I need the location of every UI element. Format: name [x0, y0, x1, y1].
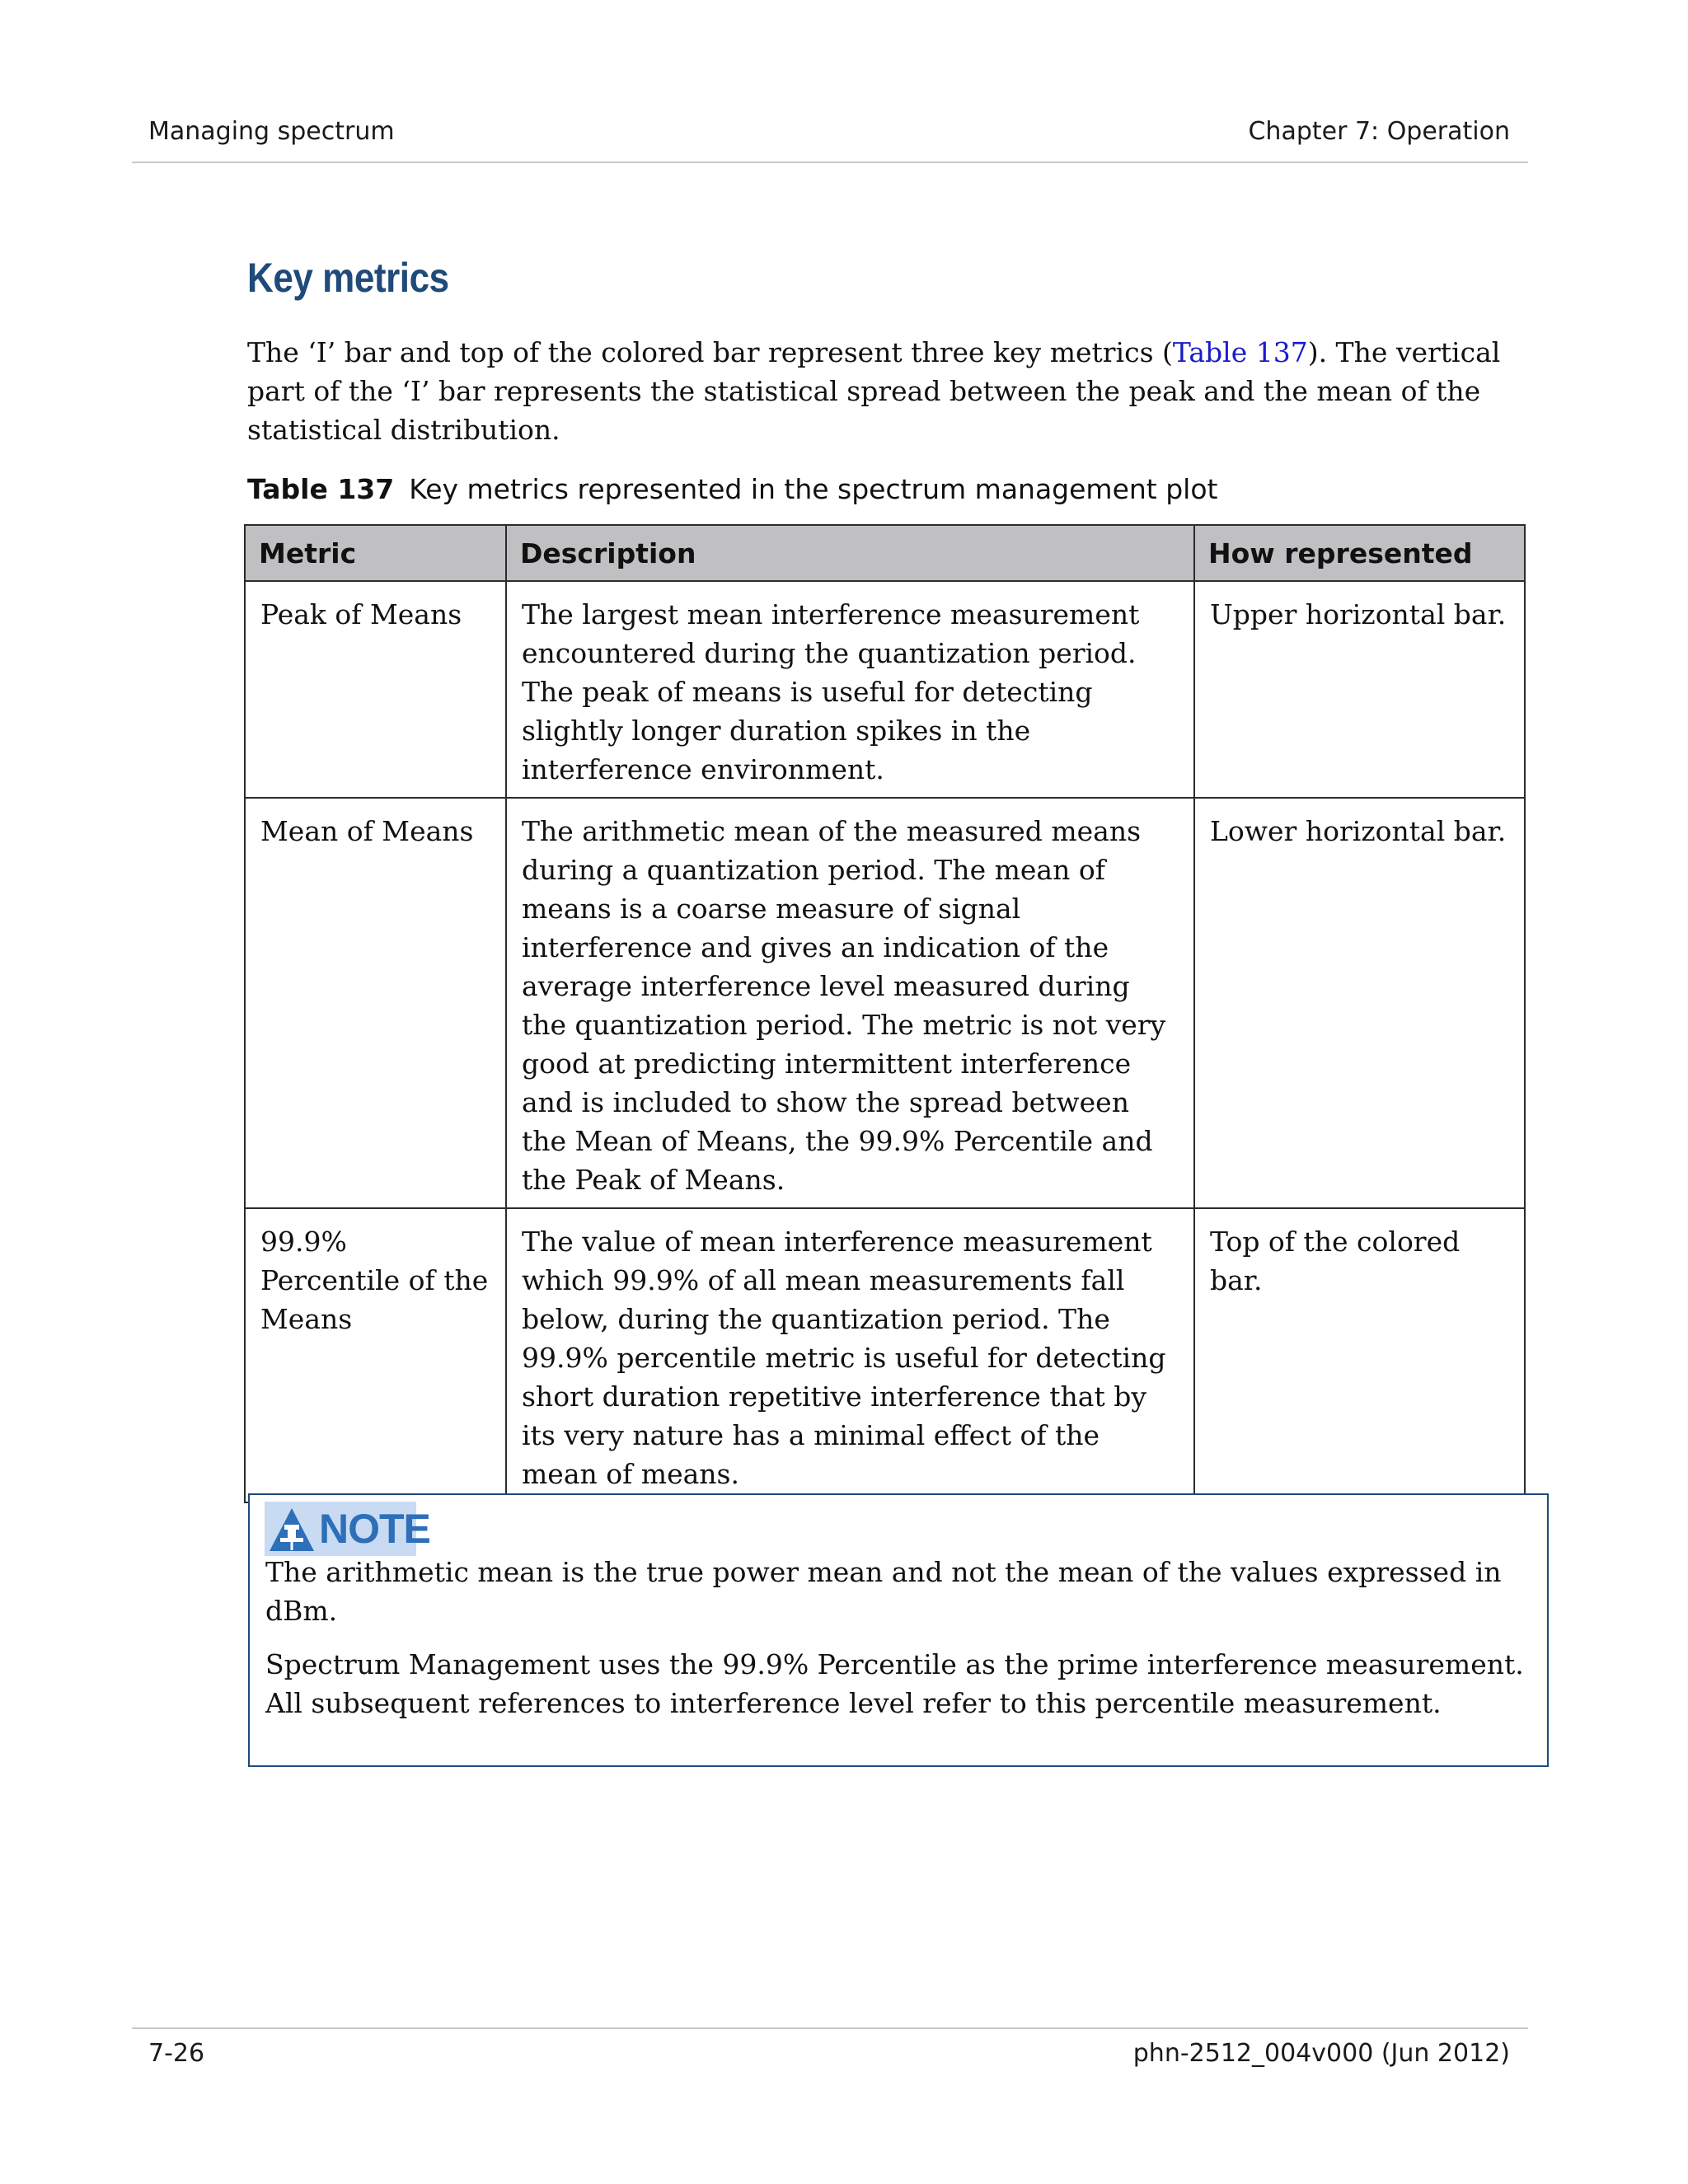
table-caption-text: Key metrics represented in the spectrum management plot [409, 473, 1218, 505]
how-represented-cell: Lower horizontal bar. [1194, 798, 1525, 1208]
column-header-how-represented: How represented [1194, 525, 1525, 581]
running-header-chapter: Chapter 7: Operation [1248, 117, 1510, 146]
key-metrics-table [244, 524, 1526, 1503]
metric-cell: Peak of Means [245, 581, 506, 798]
metric-cell: Mean of Means [245, 798, 506, 1208]
column-header-metric: Metric [245, 525, 506, 581]
note-label: NOTE [319, 1506, 430, 1552]
table-row [245, 581, 1525, 798]
table-caption [247, 473, 1217, 505]
footer-divider [132, 2027, 1528, 2029]
note-paragraph: The arithmetic mean is the true power mean and not the mean of the values expressed in dBm. [265, 1556, 1502, 1627]
table-137-link[interactable]: Table 137 [1172, 336, 1308, 368]
description-cell: The arithmetic mean of the measured means during a quantization period. The mean of means is a coarse measure of signal interference and gives an indication of the average interference level measured during the quantization period. The metric is not very good at predicting intermittent interference and is included to show the spread between the Mean of Means, the 99.9% Percentile and the Peak of Means. [506, 798, 1194, 1208]
intro-paragraph [247, 333, 1541, 449]
table-caption-number: Table 137 [247, 473, 395, 505]
description-cell: The largest mean interference measurement encountered during the quantization period. The peak of means is useful for detecting slightly longer duration spikes in the interference environment. [506, 581, 1194, 798]
description-cell: The value of mean interference measurement which 99.9% of all mean measurements fall below, during the quantization period. The 99.9% percentile metric is useful for detecting short duration repetitive interference that by its very nature has a minimal effect of the mean of means. [506, 1208, 1194, 1502]
how-represented-cell: Upper horizontal bar. [1194, 581, 1525, 798]
table-header-row [245, 525, 1525, 581]
running-header-section: Managing spectrum [148, 117, 395, 146]
header-divider [132, 162, 1528, 163]
page-number: 7-26 [148, 2039, 205, 2068]
note-pin-icon [268, 1507, 316, 1553]
note-paragraph: Spectrum Management uses the 99.9% Percentile as the prime interference measurement. All subsequent references to interference level refer to this percentile measurement. [265, 1648, 1524, 1719]
metric-cell: 99.9% Percentile of the Means [245, 1208, 506, 1502]
document-id: phn-2512_004v000 (Jun 2012) [1132, 2039, 1510, 2068]
table-row [245, 798, 1525, 1208]
section-title: Key metrics [247, 255, 449, 301]
intro-text-before: The ‘I’ bar and top of the colored bar represent three key metrics ( [247, 336, 1173, 368]
note-badge [265, 1502, 430, 1556]
how-represented-cell: Top of the colored bar. [1194, 1208, 1525, 1502]
column-header-description: Description [506, 525, 1194, 581]
note-callout [248, 1493, 1549, 1767]
table-row [245, 1208, 1525, 1502]
intro-text-after: ). The vertical part of the ‘I’ bar represents the statistical spread between the peak and the mean of the statistical distribution. [247, 336, 1501, 446]
